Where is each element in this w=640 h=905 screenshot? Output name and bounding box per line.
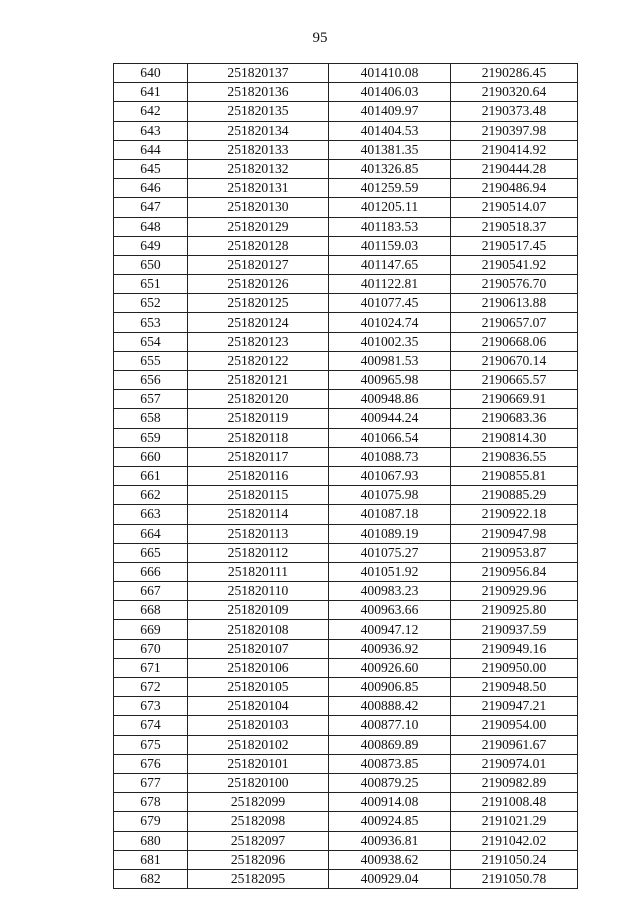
y-coordinate-cell: 2190668.06 bbox=[451, 332, 578, 351]
row-number-cell: 651 bbox=[114, 275, 188, 294]
x-coordinate-cell: 401259.59 bbox=[329, 179, 451, 198]
table-row bbox=[114, 486, 578, 505]
table-row bbox=[114, 255, 578, 274]
point-id-cell: 251820122 bbox=[188, 351, 329, 370]
row-number-cell: 640 bbox=[114, 64, 188, 83]
x-coordinate-cell: 400981.53 bbox=[329, 351, 451, 370]
point-id-cell: 251820133 bbox=[188, 140, 329, 159]
point-id-cell: 251820120 bbox=[188, 390, 329, 409]
x-coordinate-cell: 400926.60 bbox=[329, 658, 451, 677]
point-id-cell: 251820135 bbox=[188, 102, 329, 121]
x-coordinate-cell: 400947.12 bbox=[329, 620, 451, 639]
x-coordinate-cell: 401326.85 bbox=[329, 159, 451, 178]
row-number-cell: 649 bbox=[114, 236, 188, 255]
table-row bbox=[114, 754, 578, 773]
x-coordinate-cell: 401066.54 bbox=[329, 428, 451, 447]
point-id-cell: 251820123 bbox=[188, 332, 329, 351]
row-number-cell: 650 bbox=[114, 255, 188, 274]
table-row bbox=[114, 217, 578, 236]
y-coordinate-cell: 2190576.70 bbox=[451, 275, 578, 294]
point-id-cell: 251820127 bbox=[188, 255, 329, 274]
x-coordinate-cell: 401002.35 bbox=[329, 332, 451, 351]
x-coordinate-cell: 400936.92 bbox=[329, 639, 451, 658]
x-coordinate-cell: 401122.81 bbox=[329, 275, 451, 294]
y-coordinate-cell: 2190486.94 bbox=[451, 179, 578, 198]
point-id-cell: 25182099 bbox=[188, 793, 329, 812]
point-id-cell: 251820112 bbox=[188, 543, 329, 562]
row-number-cell: 667 bbox=[114, 582, 188, 601]
x-coordinate-cell: 401409.97 bbox=[329, 102, 451, 121]
y-coordinate-cell: 2190949.16 bbox=[451, 639, 578, 658]
y-coordinate-cell: 2190954.00 bbox=[451, 716, 578, 735]
row-number-cell: 680 bbox=[114, 831, 188, 850]
table-row bbox=[114, 831, 578, 850]
point-id-cell: 251820109 bbox=[188, 601, 329, 620]
y-coordinate-cell: 2190937.59 bbox=[451, 620, 578, 639]
point-id-cell: 251820125 bbox=[188, 294, 329, 313]
y-coordinate-cell: 2190950.00 bbox=[451, 658, 578, 677]
table-row bbox=[114, 543, 578, 562]
x-coordinate-cell: 401024.74 bbox=[329, 313, 451, 332]
table-row bbox=[114, 773, 578, 792]
y-coordinate-cell: 2190373.48 bbox=[451, 102, 578, 121]
table-row bbox=[114, 140, 578, 159]
y-coordinate-cell: 2190947.21 bbox=[451, 697, 578, 716]
y-coordinate-cell: 2190947.98 bbox=[451, 524, 578, 543]
row-number-cell: 666 bbox=[114, 562, 188, 581]
point-id-cell: 251820129 bbox=[188, 217, 329, 236]
row-number-cell: 653 bbox=[114, 313, 188, 332]
point-id-cell: 251820103 bbox=[188, 716, 329, 735]
row-number-cell: 658 bbox=[114, 409, 188, 428]
y-coordinate-cell: 2190885.29 bbox=[451, 486, 578, 505]
table-row bbox=[114, 697, 578, 716]
point-id-cell: 251820114 bbox=[188, 505, 329, 524]
point-id-cell: 251820102 bbox=[188, 735, 329, 754]
point-id-cell: 251820100 bbox=[188, 773, 329, 792]
y-coordinate-cell: 2190925.80 bbox=[451, 601, 578, 620]
point-id-cell: 251820111 bbox=[188, 562, 329, 581]
y-coordinate-cell: 2190669.91 bbox=[451, 390, 578, 409]
y-coordinate-cell: 2190657.07 bbox=[451, 313, 578, 332]
table-row bbox=[114, 466, 578, 485]
table-row bbox=[114, 294, 578, 313]
y-coordinate-cell: 2191050.24 bbox=[451, 850, 578, 869]
y-coordinate-cell: 2190665.57 bbox=[451, 371, 578, 390]
point-id-cell: 25182095 bbox=[188, 869, 329, 888]
row-number-cell: 646 bbox=[114, 179, 188, 198]
x-coordinate-cell: 401205.11 bbox=[329, 198, 451, 217]
row-number-cell: 660 bbox=[114, 447, 188, 466]
table-row bbox=[114, 371, 578, 390]
x-coordinate-cell: 400873.85 bbox=[329, 754, 451, 773]
table-row bbox=[114, 332, 578, 351]
y-coordinate-cell: 2190444.28 bbox=[451, 159, 578, 178]
row-number-cell: 673 bbox=[114, 697, 188, 716]
point-id-cell: 251820110 bbox=[188, 582, 329, 601]
x-coordinate-cell: 400944.24 bbox=[329, 409, 451, 428]
row-number-cell: 671 bbox=[114, 658, 188, 677]
y-coordinate-cell: 2191021.29 bbox=[451, 812, 578, 831]
x-coordinate-cell: 401067.93 bbox=[329, 466, 451, 485]
row-number-cell: 662 bbox=[114, 486, 188, 505]
row-number-cell: 668 bbox=[114, 601, 188, 620]
y-coordinate-cell: 2190922.18 bbox=[451, 505, 578, 524]
point-id-cell: 251820105 bbox=[188, 678, 329, 697]
y-coordinate-cell: 2190836.55 bbox=[451, 447, 578, 466]
y-coordinate-cell: 2190320.64 bbox=[451, 83, 578, 102]
x-coordinate-cell: 401051.92 bbox=[329, 562, 451, 581]
x-coordinate-cell: 401404.53 bbox=[329, 121, 451, 140]
table-row bbox=[114, 64, 578, 83]
table-row bbox=[114, 83, 578, 102]
point-id-cell: 251820118 bbox=[188, 428, 329, 447]
row-number-cell: 661 bbox=[114, 466, 188, 485]
table-row bbox=[114, 198, 578, 217]
x-coordinate-cell: 401183.53 bbox=[329, 217, 451, 236]
point-id-cell: 251820134 bbox=[188, 121, 329, 140]
table-row bbox=[114, 351, 578, 370]
row-number-cell: 672 bbox=[114, 678, 188, 697]
coordinates-table bbox=[113, 63, 578, 889]
table-row bbox=[114, 505, 578, 524]
x-coordinate-cell: 400914.08 bbox=[329, 793, 451, 812]
coordinates-table-body bbox=[114, 64, 578, 889]
y-coordinate-cell: 2190929.96 bbox=[451, 582, 578, 601]
y-coordinate-cell: 2190517.45 bbox=[451, 236, 578, 255]
point-id-cell: 251820130 bbox=[188, 198, 329, 217]
x-coordinate-cell: 400938.62 bbox=[329, 850, 451, 869]
x-coordinate-cell: 400965.98 bbox=[329, 371, 451, 390]
point-id-cell: 251820106 bbox=[188, 658, 329, 677]
row-number-cell: 678 bbox=[114, 793, 188, 812]
y-coordinate-cell: 2190397.98 bbox=[451, 121, 578, 140]
table-row bbox=[114, 102, 578, 121]
x-coordinate-cell: 400963.66 bbox=[329, 601, 451, 620]
point-id-cell: 251820116 bbox=[188, 466, 329, 485]
y-coordinate-cell: 2191008.48 bbox=[451, 793, 578, 812]
table-row bbox=[114, 812, 578, 831]
y-coordinate-cell: 2191050.78 bbox=[451, 869, 578, 888]
row-number-cell: 644 bbox=[114, 140, 188, 159]
table-row bbox=[114, 121, 578, 140]
point-id-cell: 251820132 bbox=[188, 159, 329, 178]
table-row bbox=[114, 658, 578, 677]
x-coordinate-cell: 401089.19 bbox=[329, 524, 451, 543]
y-coordinate-cell: 2190518.37 bbox=[451, 217, 578, 236]
point-id-cell: 251820124 bbox=[188, 313, 329, 332]
x-coordinate-cell: 400924.85 bbox=[329, 812, 451, 831]
table-row bbox=[114, 524, 578, 543]
y-coordinate-cell: 2191042.02 bbox=[451, 831, 578, 850]
table-row bbox=[114, 313, 578, 332]
y-coordinate-cell: 2190956.84 bbox=[451, 562, 578, 581]
point-id-cell: 251820126 bbox=[188, 275, 329, 294]
row-number-cell: 677 bbox=[114, 773, 188, 792]
table-row bbox=[114, 562, 578, 581]
row-number-cell: 641 bbox=[114, 83, 188, 102]
row-number-cell: 664 bbox=[114, 524, 188, 543]
point-id-cell: 25182096 bbox=[188, 850, 329, 869]
y-coordinate-cell: 2190982.89 bbox=[451, 773, 578, 792]
point-id-cell: 251820136 bbox=[188, 83, 329, 102]
table-row bbox=[114, 582, 578, 601]
row-number-cell: 655 bbox=[114, 351, 188, 370]
y-coordinate-cell: 2190814.30 bbox=[451, 428, 578, 447]
y-coordinate-cell: 2190855.81 bbox=[451, 466, 578, 485]
point-id-cell: 251820119 bbox=[188, 409, 329, 428]
table-row bbox=[114, 447, 578, 466]
row-number-cell: 663 bbox=[114, 505, 188, 524]
row-number-cell: 665 bbox=[114, 543, 188, 562]
row-number-cell: 670 bbox=[114, 639, 188, 658]
point-id-cell: 251820121 bbox=[188, 371, 329, 390]
x-coordinate-cell: 400906.85 bbox=[329, 678, 451, 697]
y-coordinate-cell: 2190948.50 bbox=[451, 678, 578, 697]
row-number-cell: 681 bbox=[114, 850, 188, 869]
y-coordinate-cell: 2190514.07 bbox=[451, 198, 578, 217]
x-coordinate-cell: 400869.89 bbox=[329, 735, 451, 754]
x-coordinate-cell: 400888.42 bbox=[329, 697, 451, 716]
row-number-cell: 674 bbox=[114, 716, 188, 735]
x-coordinate-cell: 400929.04 bbox=[329, 869, 451, 888]
point-id-cell: 251820107 bbox=[188, 639, 329, 658]
row-number-cell: 657 bbox=[114, 390, 188, 409]
row-number-cell: 682 bbox=[114, 869, 188, 888]
row-number-cell: 643 bbox=[114, 121, 188, 140]
table-row bbox=[114, 159, 578, 178]
y-coordinate-cell: 2190670.14 bbox=[451, 351, 578, 370]
point-id-cell: 251820101 bbox=[188, 754, 329, 773]
y-coordinate-cell: 2190286.45 bbox=[451, 64, 578, 83]
table-row bbox=[114, 735, 578, 754]
point-id-cell: 251820113 bbox=[188, 524, 329, 543]
row-number-cell: 652 bbox=[114, 294, 188, 313]
x-coordinate-cell: 400948.86 bbox=[329, 390, 451, 409]
table-row bbox=[114, 390, 578, 409]
page-number: 95 bbox=[312, 30, 328, 46]
table-row bbox=[114, 179, 578, 198]
table-row bbox=[114, 869, 578, 888]
table-row bbox=[114, 639, 578, 658]
point-id-cell: 251820117 bbox=[188, 447, 329, 466]
x-coordinate-cell: 400983.23 bbox=[329, 582, 451, 601]
table-row bbox=[114, 793, 578, 812]
x-coordinate-cell: 401381.35 bbox=[329, 140, 451, 159]
x-coordinate-cell: 401088.73 bbox=[329, 447, 451, 466]
row-number-cell: 648 bbox=[114, 217, 188, 236]
table-row bbox=[114, 850, 578, 869]
x-coordinate-cell: 401075.27 bbox=[329, 543, 451, 562]
y-coordinate-cell: 2190974.01 bbox=[451, 754, 578, 773]
x-coordinate-cell: 401087.18 bbox=[329, 505, 451, 524]
table-row bbox=[114, 601, 578, 620]
table-row bbox=[114, 620, 578, 639]
row-number-cell: 645 bbox=[114, 159, 188, 178]
row-number-cell: 659 bbox=[114, 428, 188, 447]
row-number-cell: 654 bbox=[114, 332, 188, 351]
x-coordinate-cell: 401077.45 bbox=[329, 294, 451, 313]
x-coordinate-cell: 401075.98 bbox=[329, 486, 451, 505]
point-id-cell: 251820108 bbox=[188, 620, 329, 639]
point-id-cell: 251820137 bbox=[188, 64, 329, 83]
x-coordinate-cell: 401159.03 bbox=[329, 236, 451, 255]
y-coordinate-cell: 2190683.36 bbox=[451, 409, 578, 428]
x-coordinate-cell: 400877.10 bbox=[329, 716, 451, 735]
row-number-cell: 656 bbox=[114, 371, 188, 390]
table-row bbox=[114, 409, 578, 428]
row-number-cell: 642 bbox=[114, 102, 188, 121]
x-coordinate-cell: 400936.81 bbox=[329, 831, 451, 850]
row-number-cell: 679 bbox=[114, 812, 188, 831]
table-row bbox=[114, 236, 578, 255]
point-id-cell: 25182097 bbox=[188, 831, 329, 850]
table-row bbox=[114, 428, 578, 447]
point-id-cell: 251820104 bbox=[188, 697, 329, 716]
y-coordinate-cell: 2190414.92 bbox=[451, 140, 578, 159]
x-coordinate-cell: 401410.08 bbox=[329, 64, 451, 83]
y-coordinate-cell: 2190953.87 bbox=[451, 543, 578, 562]
y-coordinate-cell: 2190541.92 bbox=[451, 255, 578, 274]
y-coordinate-cell: 2190613.88 bbox=[451, 294, 578, 313]
point-id-cell: 251820131 bbox=[188, 179, 329, 198]
row-number-cell: 647 bbox=[114, 198, 188, 217]
point-id-cell: 25182098 bbox=[188, 812, 329, 831]
point-id-cell: 251820128 bbox=[188, 236, 329, 255]
table-row bbox=[114, 678, 578, 697]
x-coordinate-cell: 400879.25 bbox=[329, 773, 451, 792]
row-number-cell: 669 bbox=[114, 620, 188, 639]
y-coordinate-cell: 2190961.67 bbox=[451, 735, 578, 754]
table-row bbox=[114, 275, 578, 294]
x-coordinate-cell: 401147.65 bbox=[329, 255, 451, 274]
x-coordinate-cell: 401406.03 bbox=[329, 83, 451, 102]
point-id-cell: 251820115 bbox=[188, 486, 329, 505]
row-number-cell: 675 bbox=[114, 735, 188, 754]
table-row bbox=[114, 716, 578, 735]
row-number-cell: 676 bbox=[114, 754, 188, 773]
